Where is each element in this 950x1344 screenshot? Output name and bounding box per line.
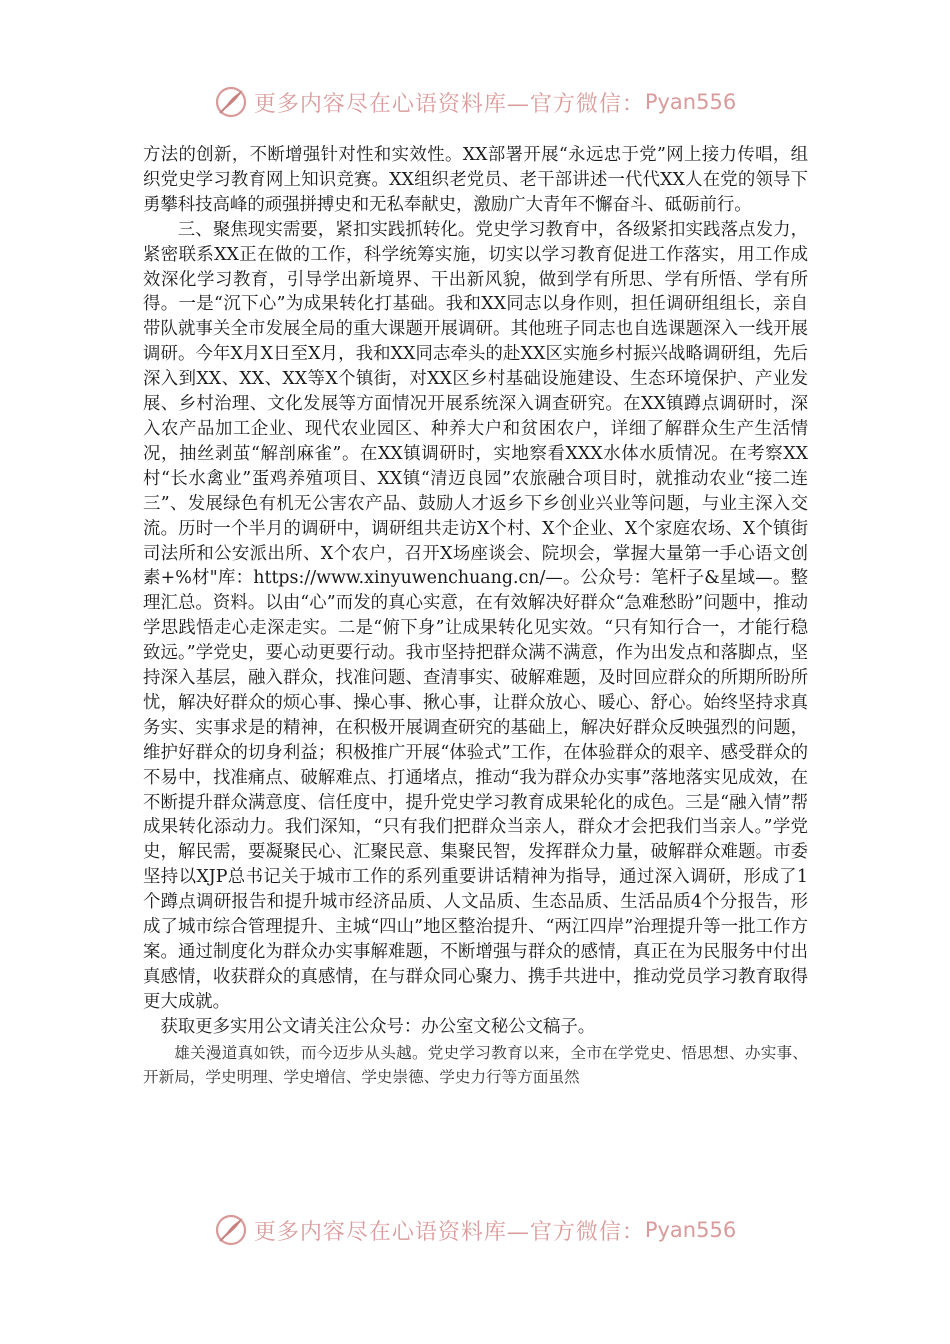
watermark-text: 更多内容尽在心语资料库—官方微信： <box>253 91 645 117</box>
quill-logo-icon <box>214 1213 248 1247</box>
document-body <box>143 143 808 1090</box>
paragraph-3-note: 获取更多实用公文请关注公众号：办公室文秘公文稿子。 <box>160 1016 596 1037</box>
watermark-banner-top <box>0 82 950 122</box>
paragraph-2: 三、聚焦现实需要，紧扣实践抓转化。党史学习教育中，各级紧扣实践落点发力，紧密联系XX正在做的工作，科学统筹实施，切实以学习教育促进工作落实，用工作成效深化学习教育，引导学出新境界、干出新风貌，做到学有所思、学有所悟、学有所得。一是“沉下心”为成果转化打基础。我和XX同志以身作则，担任调研组组长，亲自带队就事关全市发展全局的重大课题开展调研。其他班子同志也自选课题深入一线开展调研。今年X月X日至X月，我和XX同志牵头的赴XX区实施乡村振兴战略调研组，先后深入到XX、XX、XX等X个镇街，对XX区乡村基础设施建设、生态环境保护、产业发展、乡村治理、文化发展等方面情况开展系统深入调查研究。在XX镇蹲点调研时，深入农产品加工企业、现代农业园区、种养大户和贫困农户，详细了解群众生产生活情况，抽丝剥茧“解剖麻雀”。在XX镇调研时，实地察看XXX水体水质情况。在考察XX村“长水禽业”蛋鸡养殖项目、XX镇“清迈良园”农旅融合项目时，就推动农业“接二连三”、发展绿色有机无公害农产品、鼓励人才返乡下乡创业兴业等问题，与业主深入交流。历时一个半月的调研中，调研组共走访X个村、X个企业、X个家庭农场、X个镇街司法所和公安派出所、X个农户，召开X场座谈会、院坝会，掌握大量第一手心语文创素+%材"库：https://www.xinyuwenchuang.cn/—。公众号：笔杆子&星域—。整理汇总。资料。以由“心”而发的真心实意，在有效解决好群众“急难愁盼”问题中，推动学思践悟走心走深走实。二是“俯下身”让成果转化见实效。“只有知行合一，才能行稳致远。”学党史，要心动更要行动。我市坚持把群众满不满意，作为出发点和落脚点，坚持深入基层，融入群众，找准问题、查清事实、破解难题，及时回应群众的所期所盼所忧，解决好群众的烦心事、操心事、揪心事，让群众放心、暖心、舒心。始终坚持求真务实、实事求是的精神，在积极开展调查研究的基础上，解决好群众反映强烈的问题，维护好群众的切身利益；积极推广开展“体验式”工作，在体验群众的艰辛、感受群众的不易中，找准痛点、破解难点、打通堵点，推动“我为群众办实事”落地落实见成效，在不断提升群众满意度、信任度中，提升党史学习教育成果轮化的成色。三是“融入情”帮成果转化添动力。我们深知，“只有我们把群众当亲人，群众才会把我们当亲人。”学党史，解民需，要凝聚民心、汇聚民意、集聚民智，发挥群众力量，破解群众难题。市委坚持以XJP总书记关于城市工作的系列重要讲话精神为指导，通过深入调研，形成了1个蹲点调研报告和提升城市经济品质、人文品质、生态品质、生活品质4个分报告，形成了城市综合管理提升、主城“四山”地区整治提升、“两江四岸”治理提升等一批工作方案。通过制度化为群众办实事解难题，不断增强与群众的感情，真正在为民服务中付出真感情，收获群众的真感情，在与群众同心聚力、携手共进中，推动党员学习教育取得更大成就。 <box>143 219 808 1012</box>
paragraph-4: 雄关漫道真如铁，而今迈步从头越。党史学习教育以来，全市在学党史、悟思想、办实事、开新局，学史明理、学史增信、学史崇德、学史力行等方面虽然 <box>143 1043 808 1087</box>
watermark-text: 更多内容尽在心语资料库—官方微信： <box>253 1219 645 1245</box>
wechat-id: Pyan556 <box>644 1218 737 1242</box>
quill-logo-icon <box>214 85 248 119</box>
paragraph-1: 方法的创新，不断增强针对性和实效性。XX部署开展“永远忠于党”网上接力传唱，组织党史学习教育网上知识竞赛。XX组织老党员、老干部讲述一代代XX人在党的领导下勇攀科技高峰的顽强拼搏史和无私奉献史，激励广大青年不懈奋斗、砥砺前行。 <box>143 145 808 215</box>
wechat-id: Pyan556 <box>644 90 737 114</box>
watermark-banner-bottom <box>0 1210 950 1250</box>
